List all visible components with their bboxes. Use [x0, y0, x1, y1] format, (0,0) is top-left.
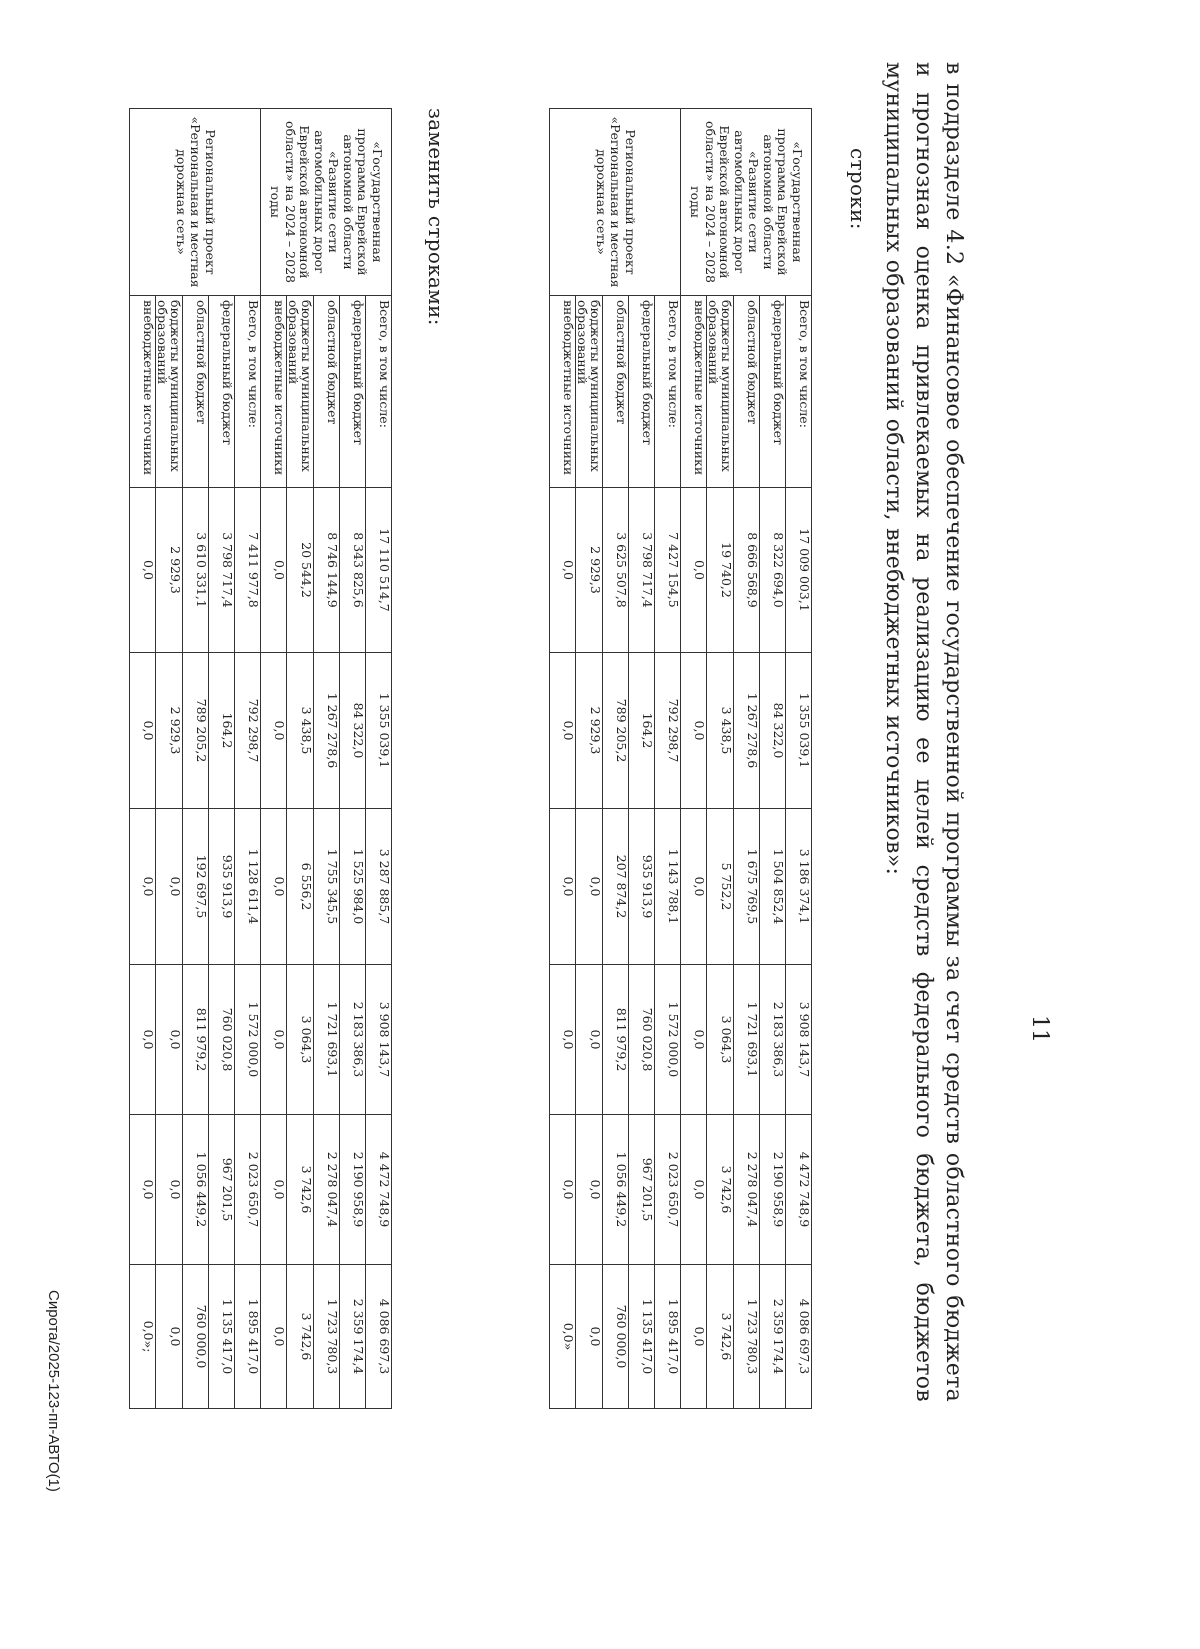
amount-cell: 0,0	[156, 1265, 183, 1409]
amount-cell: 2 023 650,7	[235, 1115, 261, 1265]
amount-cell: 935 913,9	[209, 809, 235, 965]
amount-cell: 1 755 345,5	[314, 809, 340, 965]
amount-cell: 1 723 780,3	[314, 1265, 340, 1409]
amount-cell: 8 666 568,9	[734, 488, 760, 653]
table-row	[655, 109, 681, 1409]
amount-cell: 7 411 977,8	[235, 488, 261, 653]
document-footer: Сирота/2025-123-пп-АВТО(1)	[45, 1290, 62, 1492]
amount-cell: 0,0	[261, 965, 287, 1115]
amount-cell: 0,0	[130, 653, 156, 809]
amount-cell: 1 128 611,4	[235, 809, 261, 965]
funding-source-cell: внебюджетные источники	[550, 296, 576, 488]
funding-source-cell: внебюджетные источники	[681, 296, 707, 488]
amount-cell: 1 267 278,6	[314, 653, 340, 809]
amount-cell: 0,0	[681, 1115, 707, 1265]
amount-cell: 2 278 047,4	[314, 1115, 340, 1265]
table-row	[550, 109, 576, 1409]
amount-cell: 2 929,3	[156, 653, 183, 809]
amount-cell: 811 979,2	[183, 965, 209, 1115]
amount-cell: 5 752,2	[707, 809, 734, 965]
amount-cell: 3 908 143,7	[366, 965, 392, 1115]
table-old-rows	[549, 108, 812, 1409]
amount-cell: 1 895 417,0	[235, 1265, 261, 1409]
amount-cell: 0,0	[156, 809, 183, 965]
program-name-cell: «Государственная программа Еврейской автономной области «Развитие сети автомобильных дорог Еврейской автономной области» на 2024 – 2028 годы	[261, 109, 392, 296]
table-row	[681, 109, 707, 1409]
amount-cell: 0,0	[576, 1265, 603, 1409]
amount-cell: 0,0	[681, 809, 707, 965]
amount-cell: 0,0	[550, 488, 576, 653]
amount-cell: 760 000,0	[603, 1265, 629, 1409]
amount-cell: 0,0	[130, 488, 156, 653]
amount-cell: 8 746 144,9	[314, 488, 340, 653]
amount-cell: 164,2	[209, 653, 235, 809]
amount-cell: 792 298,7	[235, 653, 261, 809]
table-row	[340, 109, 366, 1409]
amount-cell: 4 086 697,3	[786, 1265, 812, 1409]
amount-cell: 2 359 174,4	[340, 1265, 366, 1409]
amount-cell: 0,0	[681, 965, 707, 1115]
amount-cell: 2 190 958,9	[760, 1115, 786, 1265]
amount-cell: 8 322 694,0	[760, 488, 786, 653]
amount-cell: 789 205,2	[603, 653, 629, 809]
funding-source-cell: федеральный бюджет	[629, 296, 655, 488]
amount-cell: 760 020,8	[209, 965, 235, 1115]
amount-cell: 760 000,0	[183, 1265, 209, 1409]
amount-cell: 3 625 507,8	[603, 488, 629, 653]
table-row	[261, 109, 287, 1409]
amount-cell: 1 895 417,0	[655, 1265, 681, 1409]
table-new-rows	[129, 108, 392, 1409]
amount-cell: 0,0	[130, 809, 156, 965]
amount-cell: 3 742,6	[707, 1115, 734, 1265]
funding-source-cell: областной бюджет	[183, 296, 209, 488]
table-row	[130, 109, 156, 1409]
funding-source-cell: бюджеты муниципальных образований	[707, 296, 734, 488]
amount-cell: 0,0	[576, 1115, 603, 1265]
amount-cell: 0,0	[156, 1115, 183, 1265]
table-row	[576, 109, 603, 1409]
amount-cell: 1 572 000,0	[655, 965, 681, 1115]
table-row	[287, 109, 314, 1409]
amount-cell: 1 572 000,0	[235, 965, 261, 1115]
funding-source-cell: Всего, в том числе:	[366, 296, 392, 488]
amount-cell: 0,0	[550, 1115, 576, 1265]
program-name-cell: Региональный проект «Региональная и местная дорожная сеть»	[550, 109, 681, 296]
amount-cell: 1 504 852,4	[760, 809, 786, 965]
funding-source-cell: федеральный бюджет	[340, 296, 366, 488]
amount-cell: 1 135 417,0	[209, 1265, 235, 1409]
amount-cell: 789 205,2	[183, 653, 209, 809]
intro-paragraph: в подразделе 4.2 «Финансовое обеспечение государственной программы за счет средств областного бюджета и прогнозная оценка привлекаемых на реализацию ее целей средств федерального бюджета, бюджетов муниципальных образований области, внебюджетных источников»:	[881, 62, 966, 1402]
amount-cell: 2 183 386,3	[340, 965, 366, 1115]
amount-cell: 792 298,7	[655, 653, 681, 809]
amount-cell: 7 427 154,5	[655, 488, 681, 653]
label-replace: заменить строками:	[424, 108, 448, 326]
amount-cell: 3 798 717,4	[629, 488, 655, 653]
amount-cell: 0,0»;	[130, 1265, 156, 1409]
table-row	[629, 109, 655, 1409]
funding-source-cell: федеральный бюджет	[209, 296, 235, 488]
table-row	[183, 109, 209, 1409]
funding-source-cell: бюджеты муниципальных образований	[156, 296, 183, 488]
amount-cell: 0,0	[681, 488, 707, 653]
amount-cell: 3 798 717,4	[209, 488, 235, 653]
funding-source-cell: Всего, в том числе:	[655, 296, 681, 488]
amount-cell: 3 064,3	[287, 965, 314, 1115]
amount-cell: 2 278 047,4	[734, 1115, 760, 1265]
funding-source-cell: бюджеты муниципальных образований	[287, 296, 314, 488]
table-row	[603, 109, 629, 1409]
program-name-cell: «Государственная программа Еврейской автономной области «Развитие сети автомобильных дорог Еврейской автономной области» на 2024 – 2028 годы	[681, 109, 812, 296]
table-row	[314, 109, 340, 1409]
page-number: 11	[1027, 1015, 1052, 1043]
table-row	[786, 109, 812, 1409]
amount-cell: 0,0	[550, 653, 576, 809]
amount-cell: 1 525 984,0	[340, 809, 366, 965]
label-rows: строки:	[846, 148, 870, 230]
amount-cell: 967 201,5	[209, 1115, 235, 1265]
amount-cell: 3 908 143,7	[786, 965, 812, 1115]
amount-cell: 17 110 514,7	[366, 488, 392, 653]
amount-cell: 0,0	[130, 965, 156, 1115]
table-row	[734, 109, 760, 1409]
amount-cell: 0,0	[550, 809, 576, 965]
table-row	[235, 109, 261, 1409]
amount-cell: 19 740,2	[707, 488, 734, 653]
amount-cell: 4 472 748,9	[366, 1115, 392, 1265]
amount-cell: 760 020,8	[629, 965, 655, 1115]
amount-cell: 20 544,2	[287, 488, 314, 653]
amount-cell: 3 438,5	[287, 653, 314, 809]
funding-source-cell: федеральный бюджет	[760, 296, 786, 488]
table-row	[156, 109, 183, 1409]
amount-cell: 8 343 825,6	[340, 488, 366, 653]
amount-cell: 1 675 769,5	[734, 809, 760, 965]
amount-cell: 4 472 748,9	[786, 1115, 812, 1265]
amount-cell: 192 697,5	[183, 809, 209, 965]
amount-cell: 1 721 693,1	[314, 965, 340, 1115]
funding-source-cell: внебюджетные источники	[130, 296, 156, 488]
amount-cell: 3 742,6	[707, 1265, 734, 1409]
amount-cell: 0,0	[576, 809, 603, 965]
amount-cell: 0,0	[261, 1265, 287, 1409]
amount-cell: 2 929,3	[576, 653, 603, 809]
amount-cell: 0,0»	[550, 1265, 576, 1409]
amount-cell: 3 064,3	[707, 965, 734, 1115]
amount-cell: 3 287 885,7	[366, 809, 392, 965]
amount-cell: 0,0	[261, 488, 287, 653]
funding-source-cell: областной бюджет	[603, 296, 629, 488]
amount-cell: 1 721 693,1	[734, 965, 760, 1115]
amount-cell: 1 143 788,1	[655, 809, 681, 965]
funding-source-cell: областной бюджет	[734, 296, 760, 488]
amount-cell: 2 359 174,4	[760, 1265, 786, 1409]
amount-cell: 207 874,2	[603, 809, 629, 965]
funding-source-cell: внебюджетные источники	[261, 296, 287, 488]
amount-cell: 1 135 417,0	[629, 1265, 655, 1409]
amount-cell: 2 183 386,3	[760, 965, 786, 1115]
amount-cell: 4 086 697,3	[366, 1265, 392, 1409]
amount-cell: 1 056 449,2	[603, 1115, 629, 1265]
funding-source-cell: Всего, в том числе:	[786, 296, 812, 488]
amount-cell: 0,0	[130, 1115, 156, 1265]
amount-cell: 1 056 449,2	[183, 1115, 209, 1265]
amount-cell: 967 201,5	[629, 1115, 655, 1265]
amount-cell: 0,0	[261, 1115, 287, 1265]
amount-cell: 6 556,2	[287, 809, 314, 965]
table-row	[760, 109, 786, 1409]
table-row	[209, 109, 235, 1409]
amount-cell: 3 742,6	[287, 1265, 314, 1409]
amount-cell: 3 742,6	[287, 1115, 314, 1265]
amount-cell: 0,0	[550, 965, 576, 1115]
amount-cell: 0,0	[681, 1265, 707, 1409]
amount-cell: 17 009 003,1	[786, 488, 812, 653]
amount-cell: 0,0	[261, 809, 287, 965]
amount-cell: 811 979,2	[603, 965, 629, 1115]
amount-cell: 935 913,9	[629, 809, 655, 965]
amount-cell: 1 267 278,6	[734, 653, 760, 809]
amount-cell: 2 023 650,7	[655, 1115, 681, 1265]
table-row	[366, 109, 392, 1409]
table-row	[707, 109, 734, 1409]
amount-cell: 1 723 780,3	[734, 1265, 760, 1409]
funding-source-cell: Всего, в том числе:	[235, 296, 261, 488]
amount-cell: 0,0	[681, 653, 707, 809]
funding-source-cell: областной бюджет	[314, 296, 340, 488]
amount-cell: 1 355 039,1	[366, 653, 392, 809]
amount-cell: 2 929,3	[156, 488, 183, 653]
program-name-cell: Региональный проект «Региональная и местная дорожная сеть»	[130, 109, 261, 296]
amount-cell: 3 438,5	[707, 653, 734, 809]
amount-cell: 3 610 331,1	[183, 488, 209, 653]
amount-cell: 84 322,0	[760, 653, 786, 809]
amount-cell: 2 190 958,9	[340, 1115, 366, 1265]
amount-cell: 164,2	[629, 653, 655, 809]
amount-cell: 1 355 039,1	[786, 653, 812, 809]
amount-cell: 0,0	[576, 965, 603, 1115]
amount-cell: 0,0	[261, 653, 287, 809]
amount-cell: 84 322,0	[340, 653, 366, 809]
amount-cell: 3 186 374,1	[786, 809, 812, 965]
amount-cell: 2 929,3	[576, 488, 603, 653]
funding-source-cell: бюджеты муниципальных образований	[576, 296, 603, 488]
amount-cell: 0,0	[156, 965, 183, 1115]
